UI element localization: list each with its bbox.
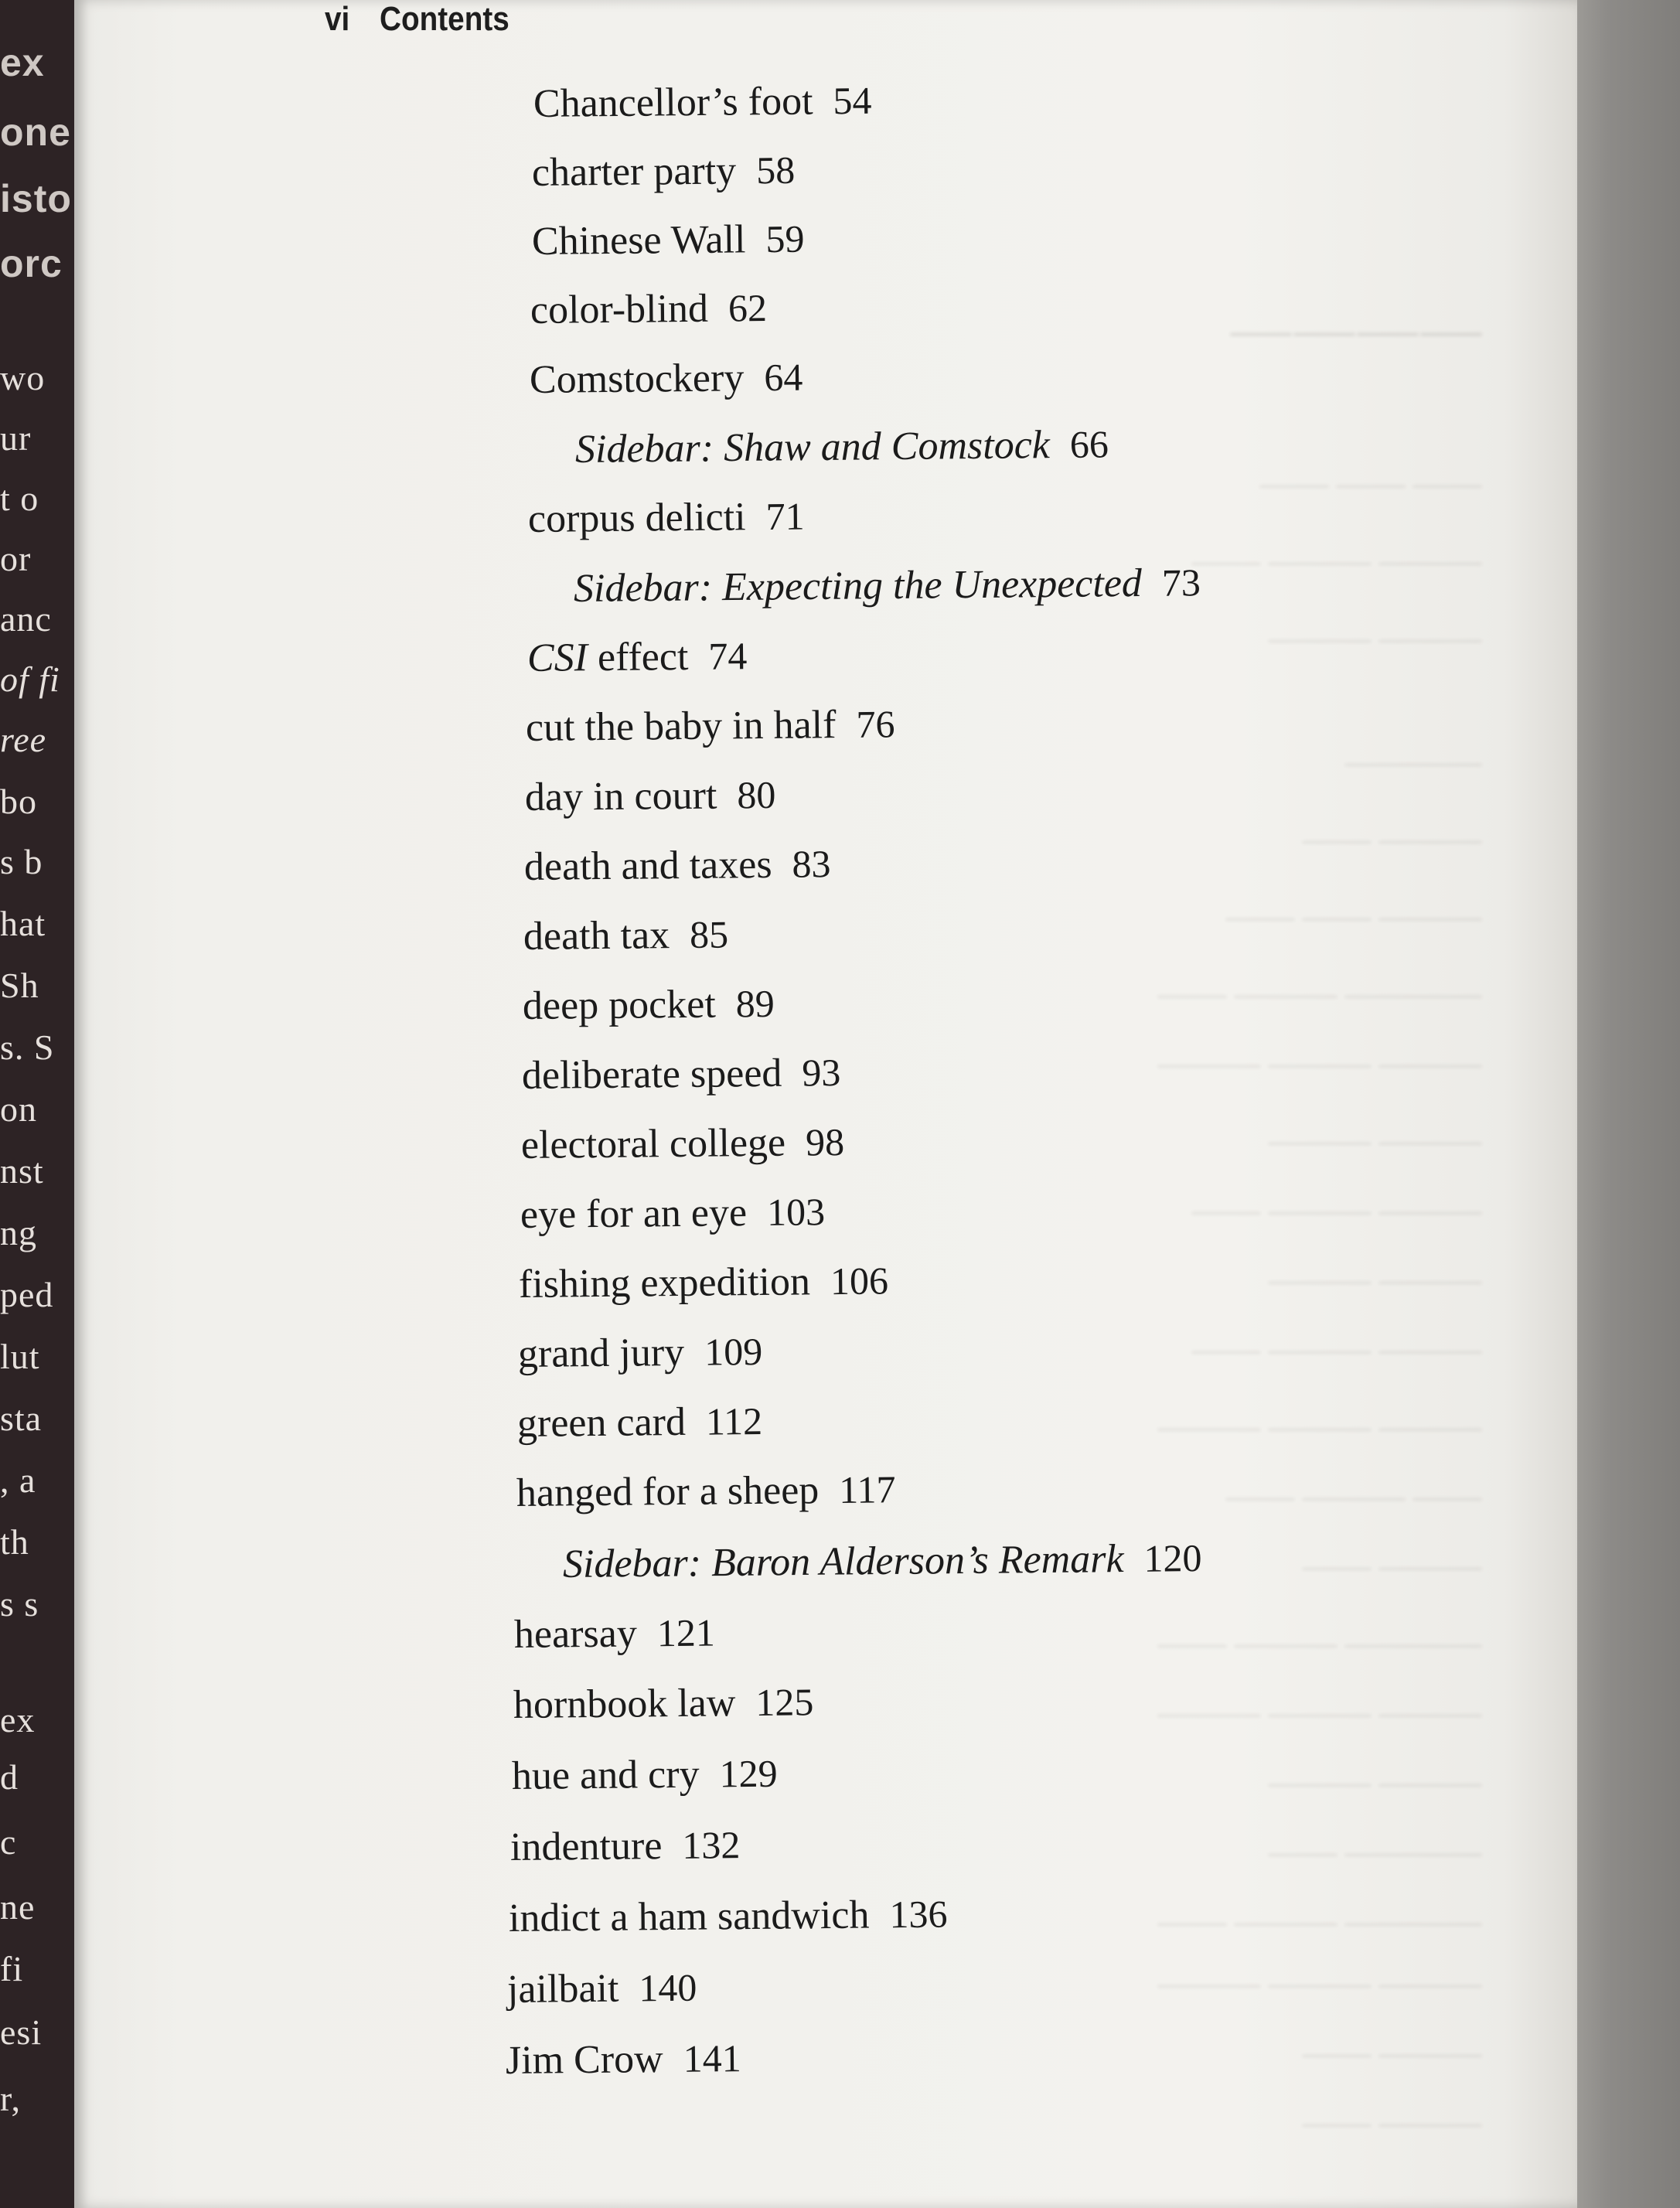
cover-text-fragment: wo [0,358,46,397]
cover-text-fragment: one [0,111,71,154]
contents-entry [530,285,768,334]
entry-title-italic: CSI [526,635,588,680]
cover-text-fragment: ng [0,1213,37,1252]
contents-sidebar-entry [563,1535,1202,1588]
entry-title: color-blind [530,286,709,332]
entry-title: jailbait [506,1966,619,2012]
entry-page-number: 62 [728,286,768,330]
entry-page-number: 64 [764,355,803,400]
cover-text-fragment: nst [0,1151,44,1191]
cover-text-fragment: s s [0,1584,39,1624]
entry-page-number: 140 [639,1965,697,2010]
contents-entry [518,1328,763,1378]
entry-page-number: 73 [1161,561,1201,605]
contents-entry [506,2035,741,2084]
contents-entry [533,77,872,128]
contents-entry [516,1466,896,1517]
entry-page-number: 59 [765,216,805,261]
contents-entry [519,1257,889,1308]
entry-page-number: 106 [830,1259,889,1303]
entry-title: Chancellor’s foot [533,79,813,126]
entry-title: effect [587,635,689,680]
entry-page-number: 71 [765,494,805,539]
cover-text-fragment: orc [0,242,63,285]
cover-text-fragment: anc [0,599,52,639]
entry-title: Sidebar: Expecting the Unexpected [573,561,1143,611]
entry-title: corpus delicti [527,495,746,541]
contents-entry [524,840,831,891]
entry-page-number: 141 [683,2036,741,2080]
entry-title: hornbook law [513,1681,736,1727]
show-through-texture: ———— —— —— —— ——— ——— —— ——— ——— ———— ——— —— ——— —— —— ———— ——— —— ——— ——— ——— ——— ——— ——— ——— —— ——— ——— ——— ——— —— ——— ——— ——— —— ——— —— ——— —— ———— ——— —— ——— ——— ——— ——— ——— ———— —— ———— ——— —— ——— ——— ——— ——— —— ——— —— [1158,295,1481,2142]
contents-entry [507,1964,697,2013]
contents-entry [526,700,895,751]
entry-page-number: 103 [766,1190,826,1234]
entry-title: deep pocket [522,982,717,1028]
cover-text-fragment: s b [0,842,43,881]
entry-title: deliberate speed [521,1051,782,1098]
entry-page-number: 117 [838,1467,896,1511]
background-surface [1577,0,1680,2208]
contents-sidebar-entry [575,421,1109,473]
entry-page-number: 93 [802,1051,841,1095]
entry-title: charter party [531,148,737,195]
cover-text-fragment: hat [0,904,46,943]
cover-text-fragment: fi [0,1949,24,1988]
contents-entry [532,147,796,196]
cover-text-fragment: of fi [0,659,60,699]
entry-page-number: 85 [689,912,729,956]
book-cover-edge [0,0,74,2208]
contents-entry [530,354,803,404]
cover-text-fragment: bo [0,782,37,821]
entry-title: death and taxes [523,842,772,889]
contents-entry [509,1891,948,1942]
cover-text-fragment: , a [0,1460,36,1500]
entry-page-number: 121 [656,1610,716,1655]
entry-page-number: 54 [833,78,872,123]
cover-text-fragment: th [0,1522,29,1562]
entry-title: Comstockery [529,356,745,402]
entry-title: green card [516,1399,687,1446]
entry-title: eye for an eye [520,1191,748,1237]
entry-title: Chinese Wall [531,217,746,264]
contents-entry [520,1188,826,1239]
cover-text-fragment: sta [0,1399,43,1438]
cover-text-fragment: t o [0,479,39,518]
entry-page-number: 125 [755,1680,814,1724]
cover-text-fragment: ex [0,41,45,84]
entry-page-number: 129 [719,1751,778,1796]
entry-title: hearsay [513,1611,638,1657]
book-page [74,0,1577,2208]
entry-title: indenture [509,1824,663,1869]
entry-title: electoral college [520,1120,786,1167]
entry-page-number: 80 [737,772,776,817]
cover-text-fragment: isto [0,177,72,220]
contents-entry [523,911,729,960]
contents-entry [513,1678,814,1729]
entry-page-number: 74 [708,634,748,678]
entry-page-number: 76 [856,702,895,746]
cover-text-fragment: or [0,539,32,578]
entry-title: day in court [524,773,717,819]
entry-page-number: 112 [705,1399,763,1443]
entry-title: Sidebar: Baron Alderson’s Remark [562,1537,1124,1586]
entry-page-number: 58 [755,148,796,193]
contents-sidebar-entry [574,559,1201,612]
contents-entry [532,216,805,265]
entry-title: fishing expedition [518,1259,811,1307]
page-title: Contents [380,0,509,38]
entry-page-number: 66 [1069,422,1109,466]
entry-page-number: 98 [805,1119,845,1164]
entry-page-number: 120 [1143,1536,1202,1580]
contents-entry [514,1610,715,1658]
entry-page-number: 109 [704,1329,763,1374]
cover-text-fragment: r, [0,2079,21,2118]
contents-entry [521,1119,845,1169]
entry-title: cut the baby in half [525,703,837,750]
contents-entry [512,1750,778,1800]
entry-page-number: 136 [889,1892,948,1937]
contents-entry [527,632,748,682]
page-number: vi [325,0,350,38]
contents-entry [522,1049,841,1099]
entry-title: death tax [523,913,670,959]
cover-text-fragment: lut [0,1337,40,1376]
entry-title: Sidebar: Shaw and Comstock [574,423,1051,472]
entry-title: hue and cry [511,1752,700,1798]
cover-text-fragment: ex [0,1700,36,1739]
entry-page-number: 89 [735,981,775,1026]
contents-entry [517,1398,763,1447]
entry-page-number: 83 [792,842,831,886]
entry-title: indict a ham sandwich [508,1893,870,1941]
cover-text-fragment: ur [0,418,32,458]
cover-text-fragment: Sh [0,966,39,1005]
entry-title: Jim Crow [505,2037,663,2083]
cover-text-fragment: ped [0,1275,54,1314]
contents-entry [510,1821,741,1871]
contents-entry [525,772,776,821]
cover-text-fragment: d [0,1757,19,1797]
running-head [325,0,509,40]
entry-title: hanged for a sheep [516,1468,820,1515]
cover-text-fragment: ne [0,1887,36,1927]
cover-text-fragment: on [0,1089,37,1129]
contents-entry [528,493,805,543]
cover-text-fragment: ree [0,720,47,759]
entry-title: grand jury [517,1330,685,1376]
contents-entry [523,980,775,1030]
cover-text-fragment: c [0,1822,17,1862]
cover-text-fragment: s. S [0,1027,55,1067]
entry-page-number: 132 [682,1823,741,1867]
cover-text-fragment: esi [0,2012,43,2052]
